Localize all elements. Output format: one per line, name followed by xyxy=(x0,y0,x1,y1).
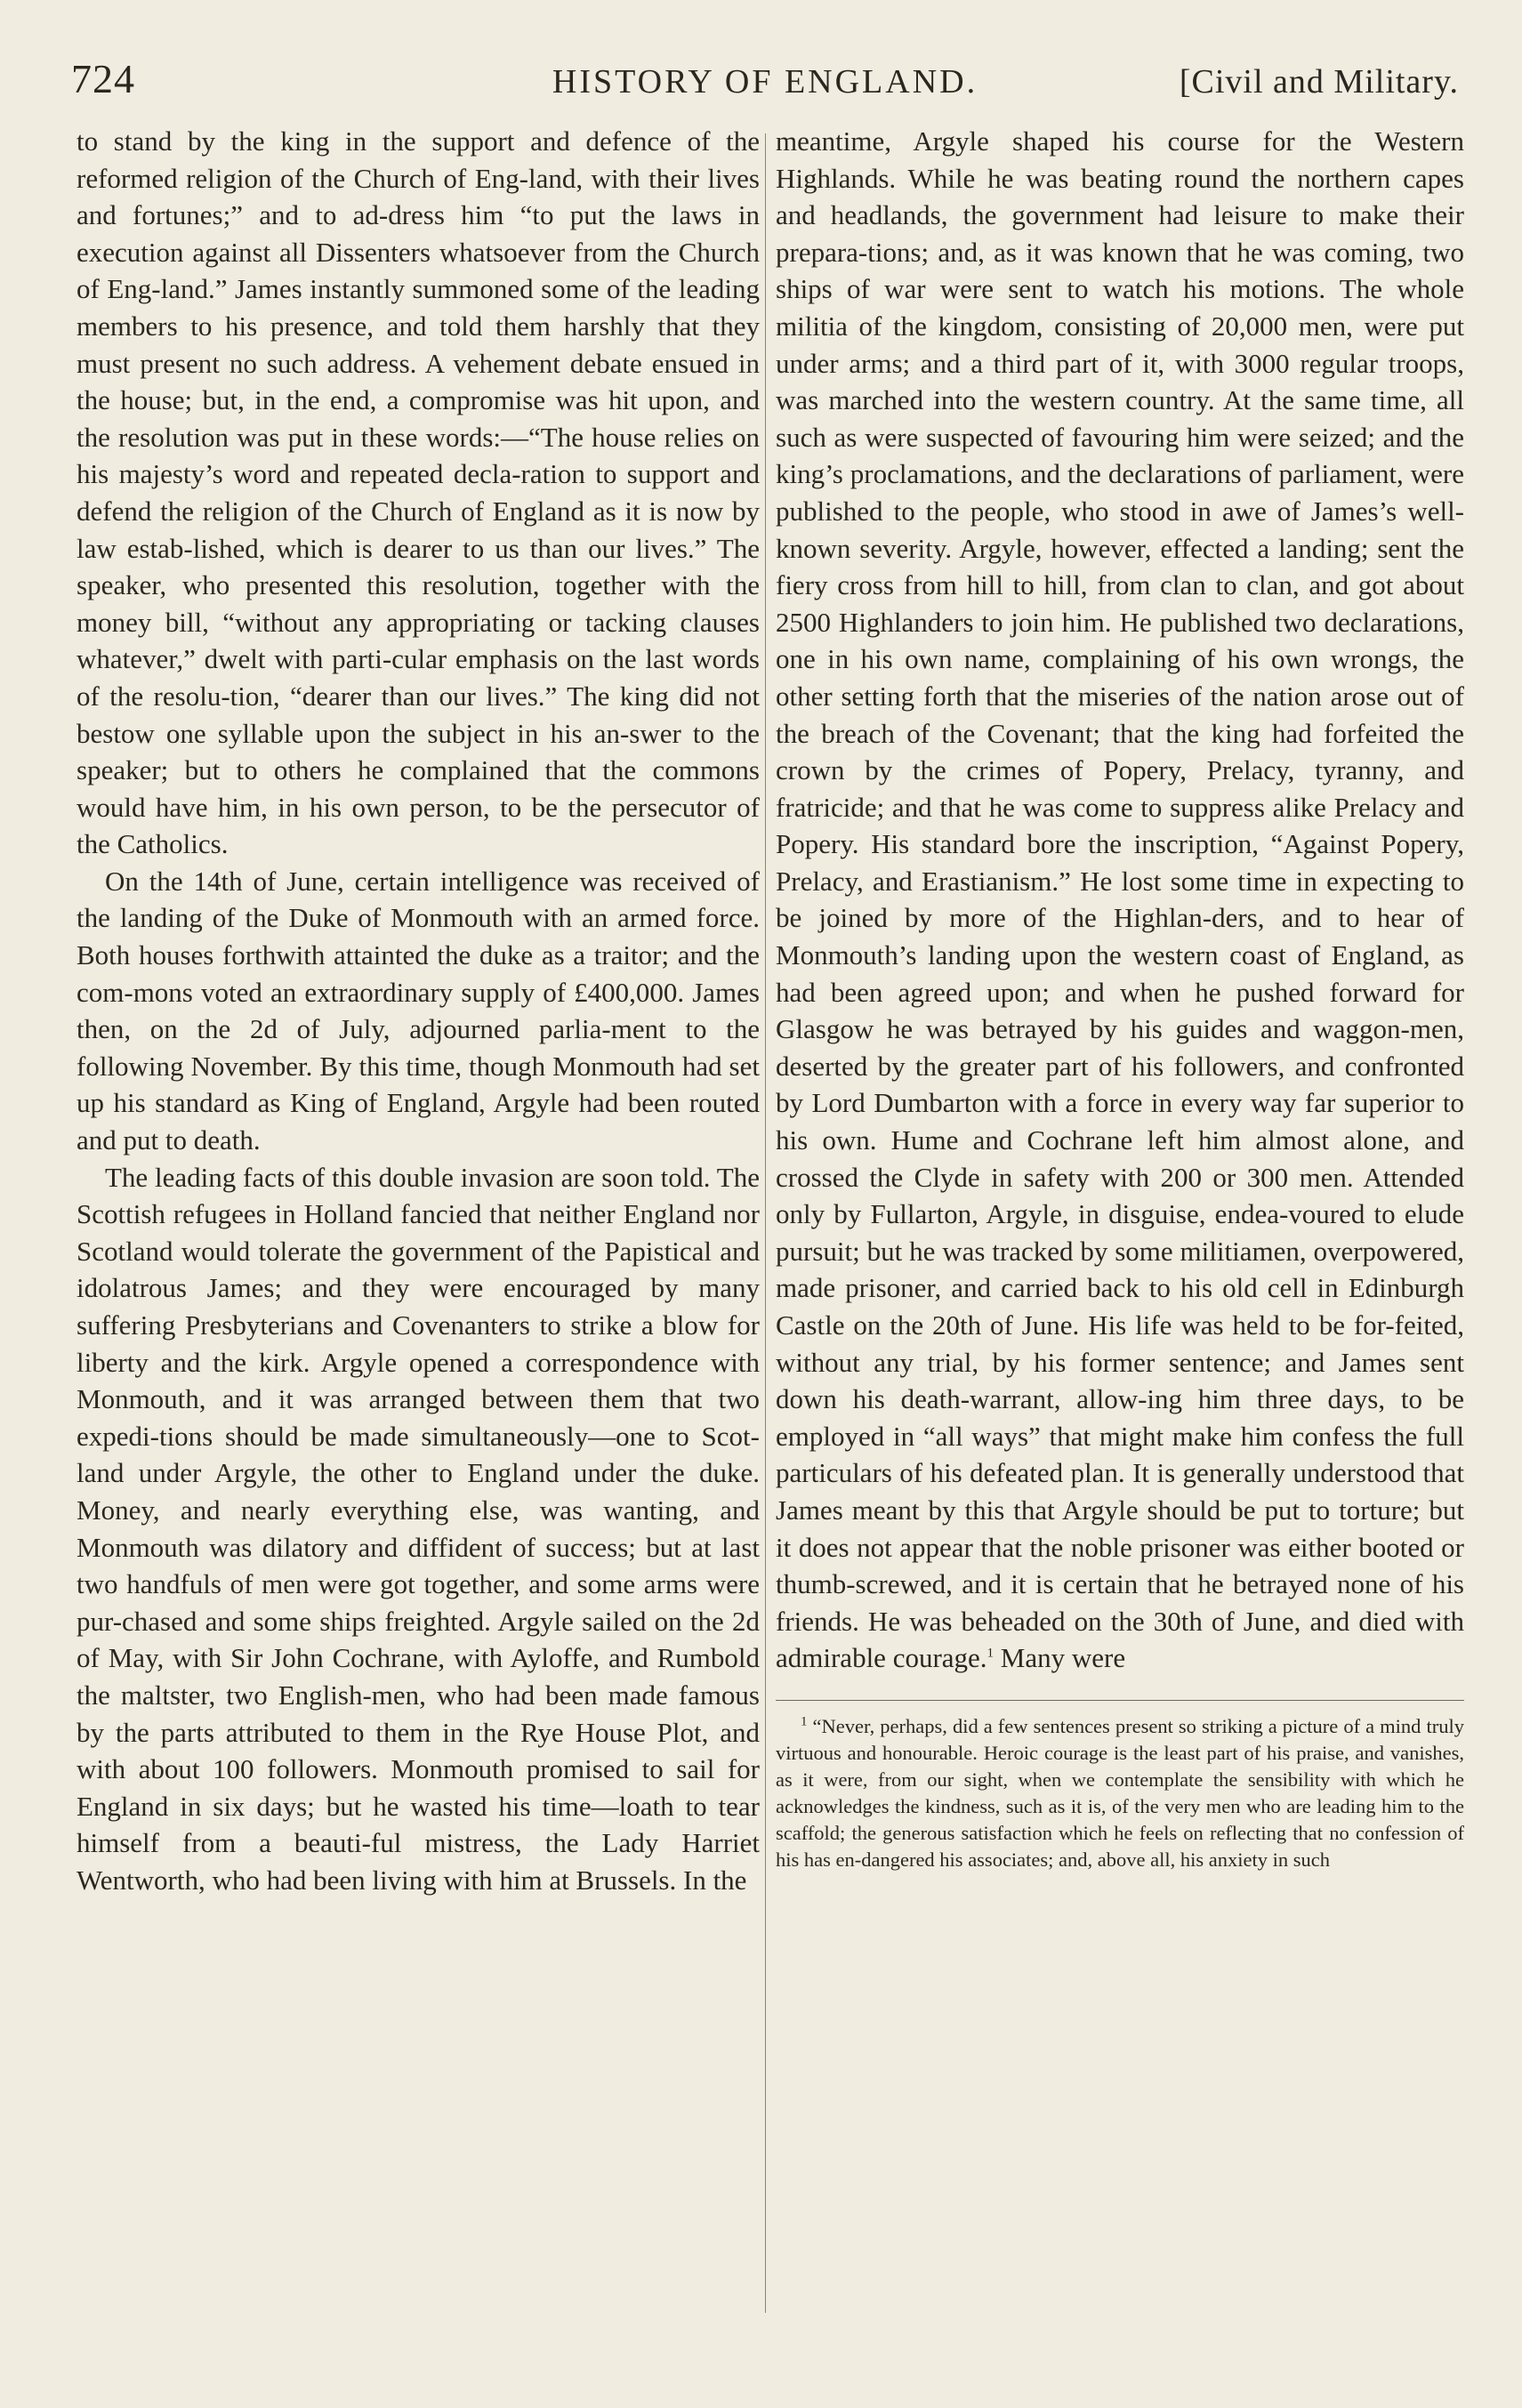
paragraph: to stand by the king in the support and defence of the reformed religion of the Church of Eng-land, with their lives and fortunes;” and to ad-dress him “to put the laws in execution against all Dissenters whatsoever from the Church of Eng-land.” James instantly summoned some of the leading members to his presence, and told them harshly that they must present no such address. A vehement debate ensued in the house; but, in the end, a compromise was hit upon, and the resolution was put in these words:—“The house relies on his majesty’s word and repeated decla-ration to support and defend the religion of the Church of England as it is now by law estab-lished, which is dearer to us than our lives.” The speaker, who presented this resolution, together with the money bill, “without any appropriating or tacking clauses whatever,” dwelt with parti-cular emphasis on the last words of the resolu-tion, “dearer than our lives.” The king did not bestow one syllable upon the subject in his an-swer to the speaker; but to others he complained that the commons would have him, in his own person, to be the persecutor of the Catholics. xyxy=(77,125,760,860)
section-label: [Civil and Military. xyxy=(1179,63,1459,101)
footnote-text: “Never, perhaps, did a few sentences present so striking a picture of a mind truly virtuous and honourable. Heroic courage is the least part of his praise, and vanishes, as it were, from our sight, when we contemplate the sensibility with which he acknowledges the kindness, such as it is, of the very men who are leading him to the scaffold; the generous satisfaction which he feels on reflecting that no confession of his has en-dangered his associates; and, above all, his anxiety in such xyxy=(776,1714,1464,1871)
paragraph xyxy=(776,123,1464,1677)
right-column xyxy=(776,123,1464,1873)
paragraph: On the 14th of June, certain intelligence was received of the landing of the Duke of Monmouth with an armed force. Both houses forthwith attainted the duke as a traitor; and the com-mons voted an extraordinary supply of £400,000. James then, on the 2d of July, adjourned parlia-ment to the following November. By this time, though Monmouth had set up his standard as King of England, Argyle had been routed and put to death. xyxy=(77,865,760,1156)
paragraph-text-tail: Many were xyxy=(994,1642,1126,1674)
paragraph: The leading facts of this double invasion are soon told. The Scottish refugees in Holland fancied that neither England nor Scotland would tolerate the government of the Papistical and idolatrous James; and they were encouraged by many suffering Presbyterians and Covenanters to strike a blow for liberty and the kirk. Argyle opened a correspondence with Monmouth, and it was arranged between them that two expedi-tions should be made simultaneously—one to Scot-land under Argyle, the other to England under the duke. Money, and nearly everything else, was wanting, and Monmouth was dilatory and diffident of success; but at last two handfuls of men were got together, and some arms were pur-chased and some ships freighted. Argyle sailed on the 2d of May, with Sir John Cochrane, with Ayloffe, and Rumbold the maltster, two English-men, who had been made famous by the parts attributed to them in the Rye House Plot, and with about 100 followers. Monmouth promised to sail for England in six days; but he wasted his time—loath to tear himself from a beauti-ful mistress, the Lady Harriet Wentworth, who had been living with him at Brussels. In the xyxy=(77,1161,760,1896)
left-column xyxy=(77,123,760,1899)
paragraph-text: meantime, Argyle shaped his course for the Western Highlands. While he was beating round the northern capes and headlands, the government had leisure to make their prepara-tions; and, as it was known that he was coming, two ships of war were sent to watch his motions. The whole militia of the kingdom, consisting of 20,000 men, were put under arms; and a third part of it, with 3000 regular troops, was marched into the western country. At the same time, all such as were suspected of favouring him were seized; and the king’s proclamations, and the declarations of parliament, were published to the people, who stood in awe of James’s well-known severity. Argyle, however, effected a landing; sent the fiery cross from hill to hill, from clan to clan, and got about 2500 Highlanders to join him. He published two declarations, one in his own name, complaining of his own wrongs, the other setting forth that the miseries of the nation arose out of the breach of the Covenant; that the king had forfeited the crown by the crimes of Popery, Prelacy, tyranny, and fratricide; and that he was come to suppress alike Prelacy and Popery. His standard bore the inscription, “Against Popery, Prelacy, and Erastianism.” He lost some time in expecting to be joined by more of the Highlan-ders, and to hear of Monmouth’s landing upon the western coast of England, as had been agreed upon; and when he pushed forward for Glasgow he was betrayed by his guides and waggon-men, deserted by the greater part of his followers, and confronted by Lord Dumbarton with a force in every way far superior to his own. Hume and Cochrane left him almost alone, and crossed the Clyde in safety with 200 or 300 men. Attended only by Fullarton, Argyle, in disguise, endea-voured to elude pursuit; but he was tracked by some militiamen, overpowered, made prisoner, and carried back to his old cell in Edinburgh Castle on the 20th of June. His life was held to be for-feited, without any trial, by his former sentence; and James sent down his death-warrant, allow-ing him three days, to be employed in “all ways” that might make him confess the full particulars of his defeated plan. It is generally understood that James meant by this that Argyle should be put to torture; but it does not appear that the noble prisoner was either booted or thumb-screwed, and it is certain that he betrayed none of his friends. He was beheaded on the 30th of June, and died with admirable courage. xyxy=(776,125,1464,1674)
footnote xyxy=(776,1713,1464,1873)
column-divider xyxy=(765,133,766,2313)
page-header xyxy=(71,55,1459,105)
footnote-reference: 1 xyxy=(986,1647,995,1662)
footnote-divider xyxy=(776,1700,1464,1701)
running-title: HISTORY OF ENGLAND. xyxy=(552,63,978,101)
footnote-marker: 1 xyxy=(801,1714,808,1729)
page-number: 724 xyxy=(71,56,135,101)
